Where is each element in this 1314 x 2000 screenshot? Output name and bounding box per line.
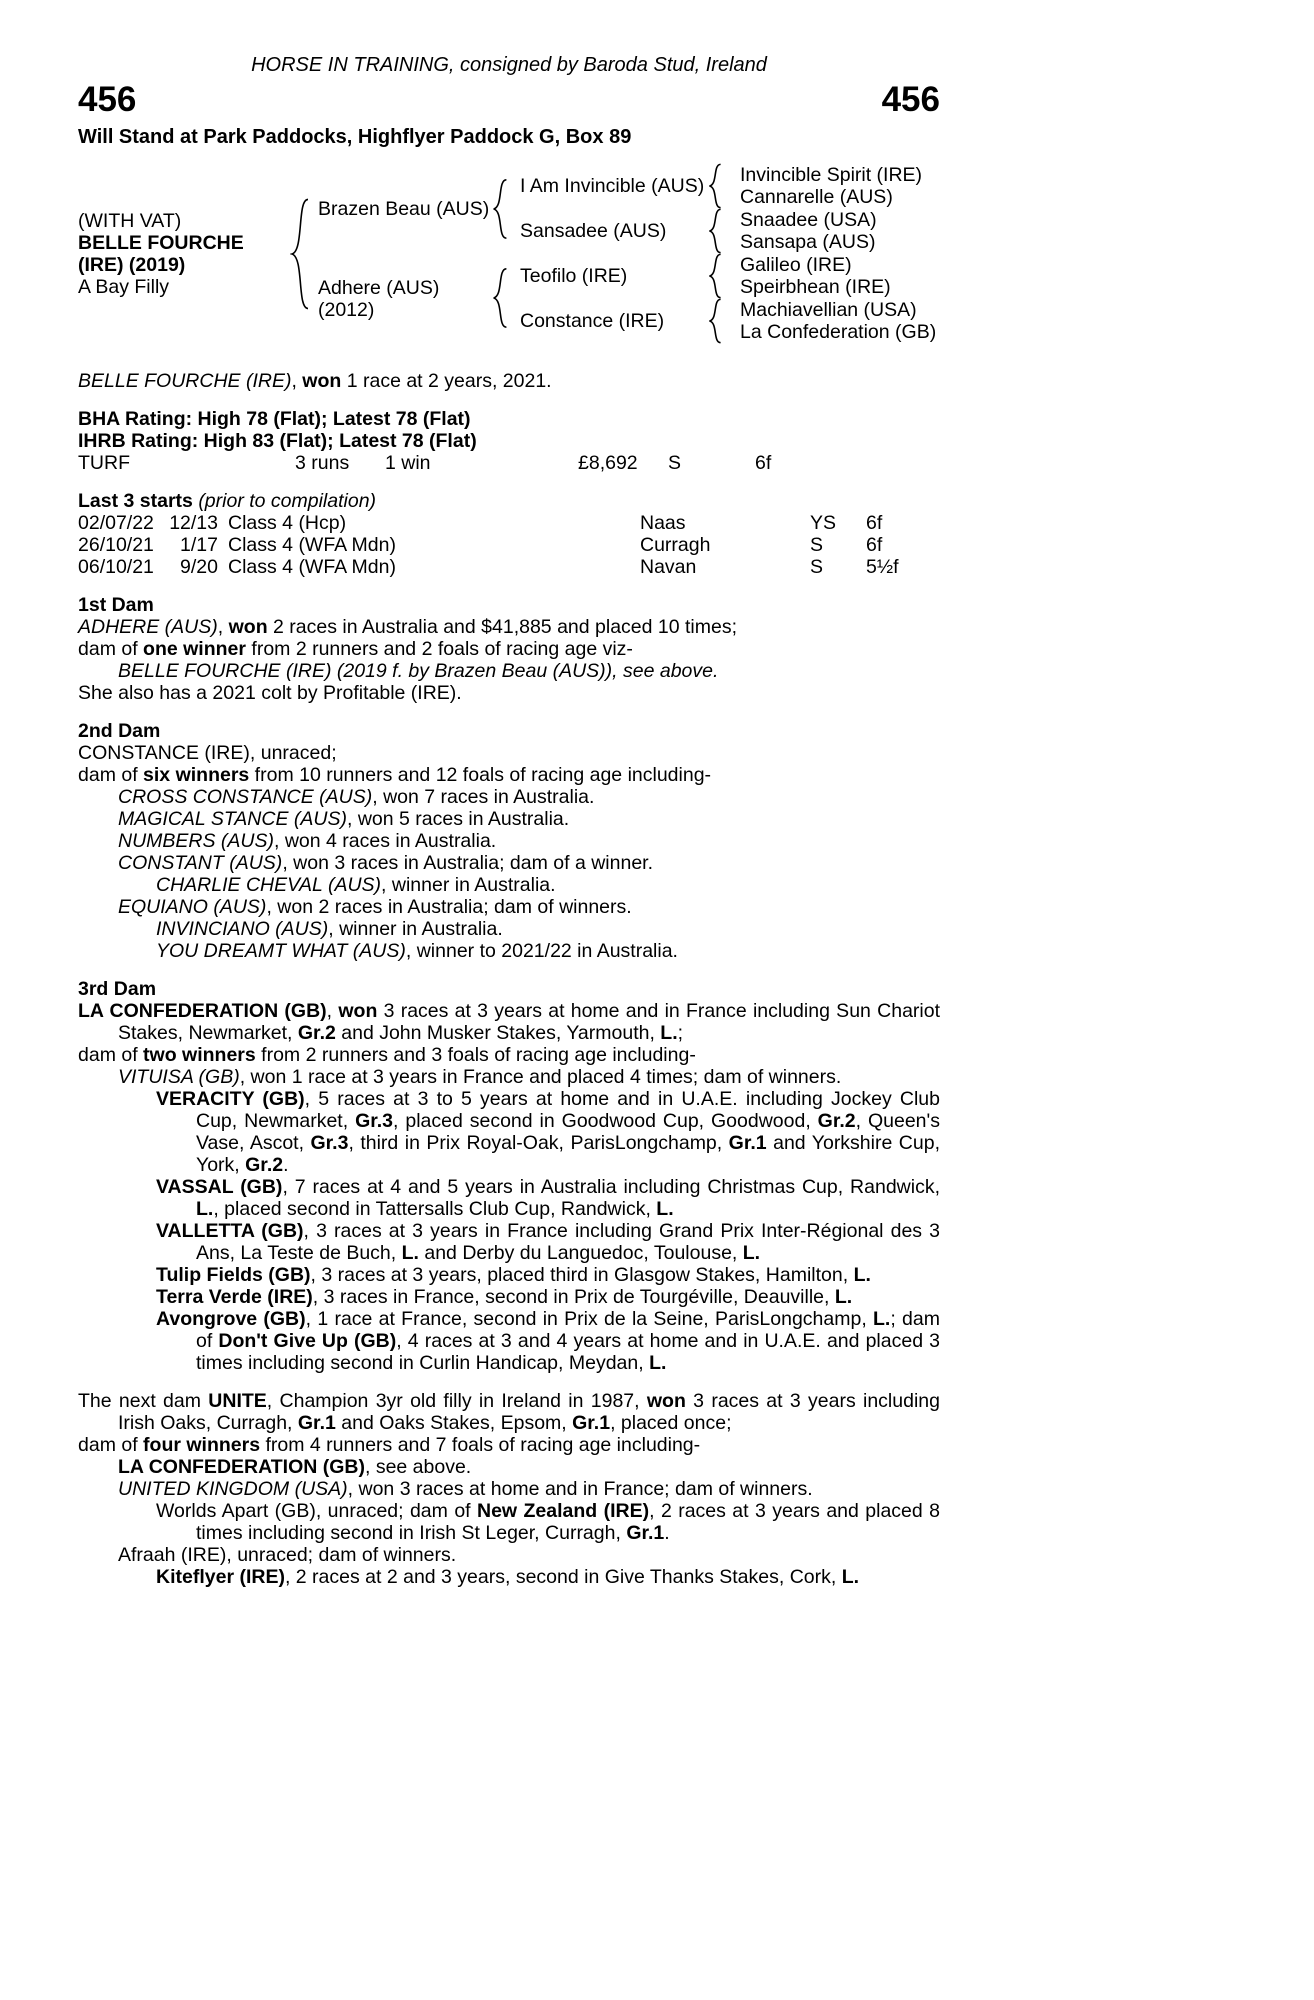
ihrb-rating: IHRB Rating: High 83 (Flat); Latest 78 (Flat)	[78, 430, 477, 452]
text-line: LA CONFEDERATION (GB), see above.	[118, 1456, 472, 1478]
bha-rating: BHA Rating: High 78 (Flat); Latest 78 (Flat)	[78, 408, 471, 430]
lot-number-left: 456	[78, 80, 137, 119]
turf-cell: 1 win	[385, 452, 431, 474]
ggparent-name: Cannarelle (AUS)	[740, 186, 893, 208]
horse-name-suffix: (IRE) (2019)	[78, 254, 186, 276]
race-row-cell: Class 4 (WFA Mdn)	[228, 556, 396, 578]
race-row-cell: 5½f	[866, 556, 899, 578]
text-line: UNITED KINGDOM (USA), won 3 races at home and in France; dam of winners.	[118, 1478, 813, 1500]
race-row-cell: Class 4 (Hcp)	[228, 512, 347, 534]
text-line: dam of four winners from 4 runners and 7 foals of racing age including-	[78, 1434, 701, 1456]
turf-cell: 3 runs	[295, 452, 350, 474]
ggparent-name: Galileo (IRE)	[740, 254, 852, 276]
pedigree-brace-icon	[708, 298, 722, 344]
lot-number-right: 456	[881, 80, 940, 119]
text-line: ADHERE (AUS), won 2 races in Australia and $41,885 and placed 10 times;	[78, 616, 738, 638]
dam-section	[78, 594, 940, 704]
text-line: Afraah (IRE), unraced; dam of winners.	[118, 1544, 457, 1566]
turf-cell: £8,692	[578, 452, 638, 474]
horse-name: BELLE FOURCHE	[78, 232, 244, 254]
race-row-cell: S	[810, 556, 824, 578]
pedigree-brace-icon	[492, 178, 508, 240]
race-row-cell: Navan	[640, 556, 697, 578]
text-line: VITUISA (GB), won 1 race at 3 years in France and placed 4 times; dam of winners.	[118, 1066, 842, 1088]
text-line: She also has a 2021 colt by Profitable (IRE).	[78, 682, 462, 704]
dam-section	[78, 1390, 940, 1588]
horse-description: A Bay Filly	[78, 276, 170, 298]
text-line: dam of six winners from 10 runners and 12 foals of racing age including-	[78, 764, 712, 786]
pedigree-brace-icon	[492, 267, 508, 329]
turf-cell: 6f	[755, 452, 772, 474]
turf-cell: TURF	[78, 452, 130, 474]
text-line: Terra Verde (IRE), 3 races in France, second in Prix de Tourgéville, Deauville, L.	[156, 1286, 853, 1308]
text-line: Kiteflyer (IRE), 2 races at 2 and 3 years, second in Give Thanks Stakes, Cork, L.	[156, 1566, 860, 1588]
race-row	[78, 556, 940, 578]
text-line: VALLETTA (GB), 3 races at 3 years in France including Grand Prix Inter-Régional des 3 Ans, La Teste de Buch, L. and Derby du Languedoc, Toulouse, L.	[156, 1220, 940, 1264]
pedigree-brace-icon	[708, 163, 722, 209]
race-row-cell: 12/13	[169, 512, 218, 534]
race-row-cell: 6f	[866, 512, 883, 534]
turf-cell: S	[668, 452, 682, 474]
pedigree-brace-icon	[708, 253, 722, 299]
race-row-cell: 26/10/21	[78, 534, 154, 556]
section-heading: 2nd Dam	[78, 720, 161, 742]
last3-title	[78, 490, 940, 512]
ggparent-name: Invincible Spirit (IRE)	[740, 164, 923, 186]
sire-dam-name: Sansadee (AUS)	[520, 220, 667, 242]
race-row-cell: S	[810, 534, 824, 556]
text-line: Worlds Apart (GB), unraced; dam of New Zealand (IRE), 2 races at 3 years and placed 8 times including second in Irish St Leger, Curragh, Gr.1.	[156, 1500, 940, 1544]
race-row-cell: 06/10/21	[78, 556, 154, 578]
ggparent-name: La Confederation (GB)	[740, 321, 937, 343]
text-line: YOU DREAMT WHAT (AUS), winner to 2021/22 in Australia.	[156, 940, 678, 962]
pedigree-brace-icon	[708, 208, 722, 254]
text-line: The next dam UNITE, Champion 3yr old filly in Ireland in 1987, won 3 races at 3 years including Irish Oaks, Curragh, Gr.1 and Oaks Stakes, Epsom, Gr.1, placed once;	[78, 1390, 940, 1434]
race-row-cell: YS	[810, 512, 837, 534]
turf-summary-row	[78, 452, 940, 474]
text-line: BELLE FOURCHE (IRE), won 1 race at 2 years, 2021.	[78, 370, 552, 392]
text-line: CHARLIE CHEVAL (AUS), winner in Australia.	[156, 874, 556, 896]
pedigree-brace-icon	[290, 196, 310, 312]
vat-note: (WITH VAT)	[78, 210, 182, 232]
race-row-cell: 9/20	[180, 556, 218, 578]
race-row-cell: 1/17	[180, 534, 218, 556]
race-row	[78, 512, 940, 534]
stand-location-line: Will Stand at Park Paddocks, Highflyer Paddock G, Box 89	[78, 126, 632, 148]
last3-rows	[78, 512, 940, 578]
dam-name: Adhere (AUS)	[318, 277, 440, 299]
text-line: NUMBERS (AUS), won 4 races in Australia.	[118, 830, 497, 852]
consignor-line: HORSE IN TRAINING, consigned by Baroda Stud, Ireland	[251, 54, 767, 76]
text-line: INVINCIANO (AUS), winner in Australia.	[156, 918, 503, 940]
lot-number-row	[78, 82, 940, 118]
dam-sire-name: Teofilo (IRE)	[520, 265, 628, 287]
dam-section	[78, 720, 940, 962]
text-line: dam of two winners from 2 runners and 3 foals of racing age including-	[78, 1044, 696, 1066]
text-line: Tulip Fields (GB), 3 races at 3 years, placed third in Glasgow Stakes, Hamilton, L.	[156, 1264, 871, 1286]
dam-section	[78, 978, 940, 1374]
race-row-cell: 6f	[866, 534, 883, 556]
section-heading: 1st Dam	[78, 594, 154, 616]
text-line: CONSTANT (AUS), won 3 races in Australia; dam of a winner.	[118, 852, 654, 874]
ggparent-name: Speirbhean (IRE)	[740, 276, 891, 298]
ratings-block	[78, 408, 940, 474]
sire-sire-name: I Am Invincible (AUS)	[520, 175, 705, 197]
text-line: dam of one winner from 2 runners and 2 foals of racing age viz-	[78, 638, 633, 660]
text-line: BELLE FOURCHE (IRE) (2019 f. by Brazen Beau (AUS)), see above.	[118, 660, 719, 682]
section-heading: 3rd Dam	[78, 978, 157, 1000]
last3-starts-block	[78, 490, 940, 578]
text-line: CROSS CONSTANCE (AUS), won 7 races in Australia.	[118, 786, 595, 808]
dam-sections	[78, 594, 940, 1588]
text-line: EQUIANO (AUS), won 2 races in Australia; dam of winners.	[118, 896, 632, 918]
text-line: MAGICAL STANCE (AUS), won 5 races in Australia.	[118, 808, 570, 830]
ggparent-name: Sansapa (AUS)	[740, 231, 876, 253]
text-line: VASSAL (GB), 7 races at 4 and 5 years in Australia including Christmas Cup, Randwick, L., placed second in Tattersalls Club Cup, Randwick, L.	[156, 1176, 941, 1220]
ggparent-name: Snaadee (USA)	[740, 209, 877, 231]
sire-name: Brazen Beau (AUS)	[318, 198, 490, 220]
text-line: Avongrove (GB), 1 race at France, second in Prix de la Seine, ParisLongchamp, L.; dam of Don't Give Up (GB), 4 races at 3 and 4 years at home and in U.A.E. and placed 3 times including second in Curlin Handicap, Meydan, L.	[156, 1308, 941, 1374]
race-row	[78, 534, 940, 556]
race-row-cell: Naas	[640, 512, 686, 534]
dam-year: (2012)	[318, 299, 375, 321]
race-row-cell: 02/07/22	[78, 512, 154, 534]
race-row-cell: Curragh	[640, 534, 711, 556]
text-line: Last 3 starts (prior to compilation)	[78, 490, 377, 512]
ggparent-name: Machiavellian (USA)	[740, 299, 917, 321]
text-line: LA CONFEDERATION (GB), won 3 races at 3 years at home and in France including Sun Chariot Stakes, Newmarket, Gr.2 and John Musker Stakes, Yarmouth, L.;	[78, 1000, 940, 1044]
dam-dam-name: Constance (IRE)	[520, 310, 665, 332]
pedigree-table	[78, 164, 940, 350]
race-summary-line	[78, 370, 940, 392]
text-line: VERACITY (GB), 5 races at 3 to 5 years at home and in U.A.E. including Jockey Club Cup, Newmarket, Gr.3, placed second in Goodwood Cup, Goodwood, Gr.2, Queen's Vase, Ascot, Gr.3, third in Prix Royal-Oak, ParisLongchamp, Gr.1 and Yorkshire Cup, York, Gr.2.	[156, 1088, 940, 1176]
page-content	[78, 0, 940, 1588]
race-row-cell: Class 4 (WFA Mdn)	[228, 534, 396, 556]
text-line: CONSTANCE (IRE), unraced;	[78, 742, 337, 764]
